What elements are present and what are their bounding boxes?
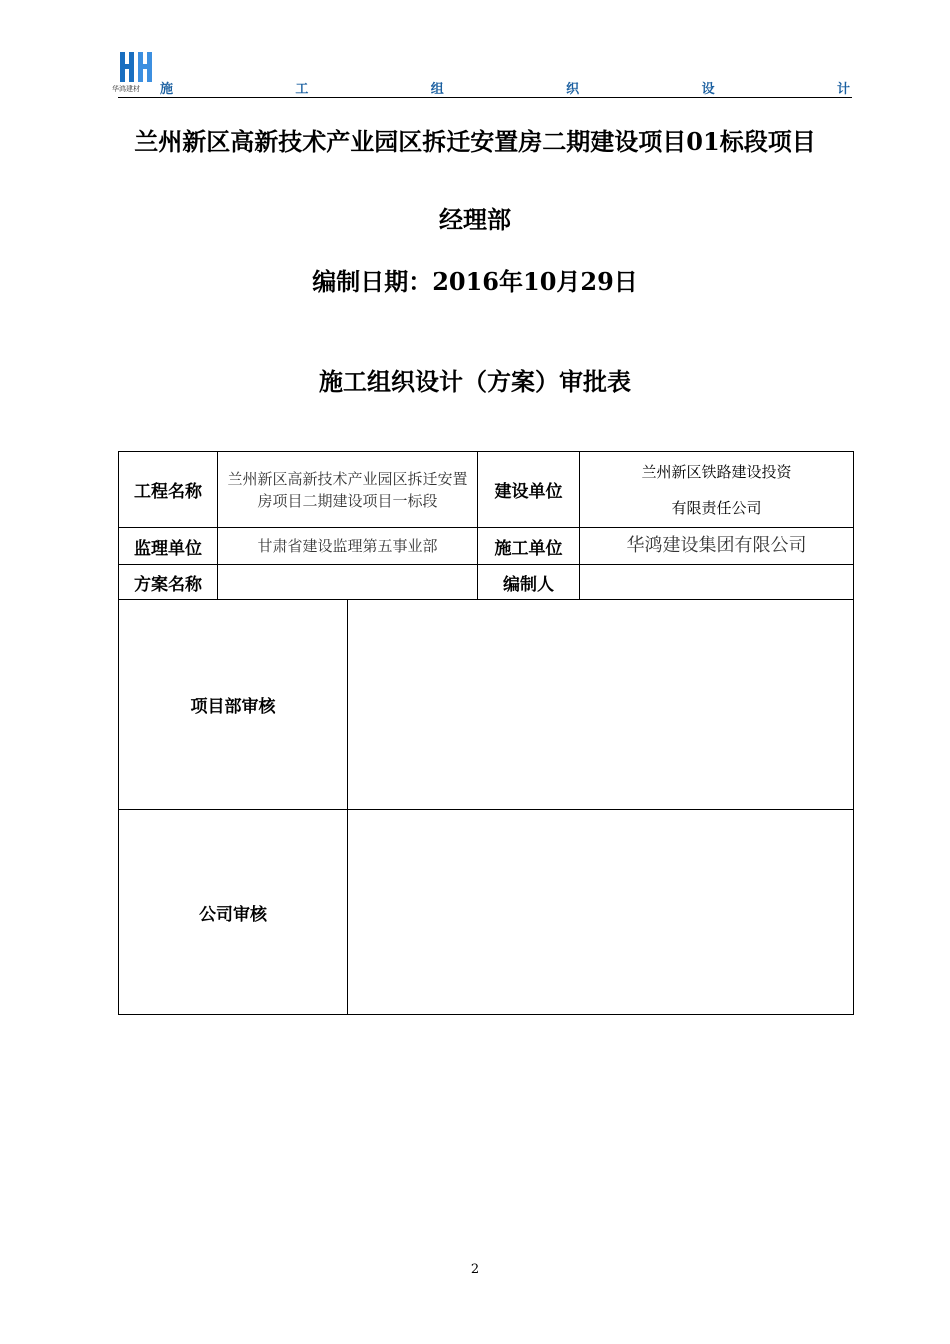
form-title: 施工组织设计（方案）审批表 — [319, 367, 631, 396]
company-logo — [112, 50, 156, 96]
header-char: 计 — [836, 82, 850, 97]
header-divider — [118, 97, 852, 98]
supervisor-value: 甘肃省建设监理第五事业部 — [218, 528, 478, 565]
document-title-line1: 兰州新区高新技术产业园区拆迁安置房二期建设项目01标段项目 — [134, 127, 816, 156]
header-char: 工 — [295, 82, 309, 97]
builder-label: 建设单位 — [478, 452, 580, 528]
project-review-label: 项目部审核 — [119, 600, 348, 810]
compile-date: 编制日期：2016年10月29日 — [312, 267, 638, 296]
constructor-value: 华鸿建设集团有限公司 — [580, 528, 854, 565]
company-review-area — [348, 810, 854, 1015]
builder-value-line1: 兰州新区铁路建设投资 — [641, 462, 792, 481]
table-row — [119, 565, 854, 600]
constructor-label: 施工单位 — [478, 528, 580, 565]
project-review-area — [348, 600, 854, 810]
header-char: 设 — [701, 82, 715, 97]
header-char: 施 — [160, 82, 174, 97]
company-review-label: 公司审核 — [119, 810, 348, 1015]
header-char: 组 — [430, 82, 444, 97]
page-number: 2 — [470, 1262, 480, 1277]
plan-name-value — [218, 565, 478, 600]
header-char: 织 — [566, 82, 580, 97]
table-row — [119, 810, 854, 1015]
document-title-line2: 经理部 — [439, 205, 511, 234]
author-label: 编制人 — [478, 565, 580, 600]
approval-table — [118, 451, 854, 1015]
plan-name-label: 方案名称 — [119, 565, 218, 600]
logo-caption: 华鸿建材 — [112, 85, 140, 93]
builder-value — [580, 452, 854, 528]
project-name-label: 工程名称 — [119, 452, 218, 528]
table-row — [119, 452, 854, 528]
author-value — [580, 565, 854, 600]
builder-value-line2: 有限责任公司 — [671, 498, 762, 517]
table-row — [119, 600, 854, 810]
supervisor-label: 监理单位 — [119, 528, 218, 565]
project-name-value: 兰州新区高新技术产业园区拆迁安置房项目二期建设项目一标段 — [218, 452, 478, 528]
table-row — [119, 528, 854, 565]
header-title — [160, 78, 850, 98]
